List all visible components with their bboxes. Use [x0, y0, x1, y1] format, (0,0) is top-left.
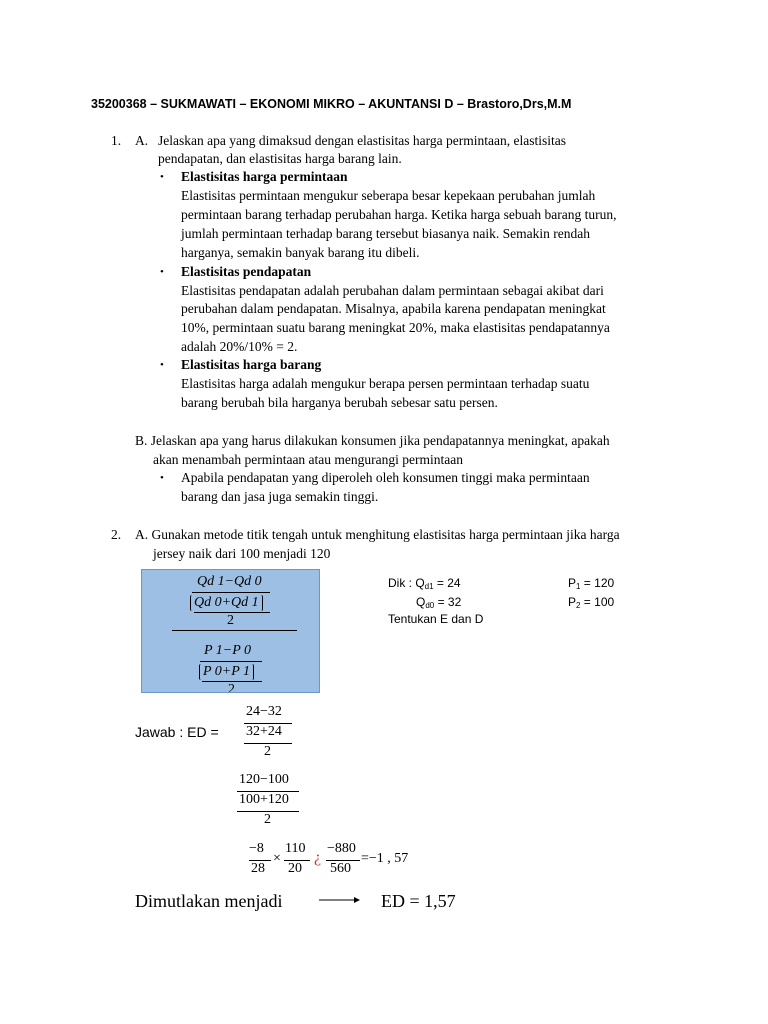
- frac3b-top: 110: [285, 841, 306, 856]
- q1-b-line1: B. Jelaskan apa yang harus dilakukan konsumen jika pendapatannya meningkat, apakah: [135, 433, 610, 448]
- bullet-icon: •: [160, 171, 164, 183]
- arrow-right-icon: [318, 894, 362, 906]
- formula-num-bot-top: Qd 0+Qd 1: [190, 595, 263, 611]
- dik-p1: $P_1 = 120$: [568, 576, 615, 591]
- formula-den-top: P 1−P 0: [204, 643, 252, 658]
- bullet2-line: adalah 20%/10% = 2.: [181, 339, 298, 354]
- result-value: =−1 , 57: [361, 851, 409, 866]
- times-sign: ×: [273, 851, 281, 866]
- error-glyph: ¿: [314, 849, 322, 866]
- q1-b-answer-line: Apabila pendapatan yang diperoleh oleh konsumen tinggi maka permintaan: [181, 470, 590, 485]
- bullet1-line: Elastisitas permintaan mengukur seberapa besar kepekaan perubahan jumlah: [181, 188, 596, 203]
- final-answer: ED = 1,57: [381, 891, 456, 911]
- frac2-bot: 2: [264, 812, 271, 827]
- frac1-mid: 32+24: [246, 724, 282, 739]
- dik-p2: $P_2 = 100$: [568, 595, 615, 610]
- frac3b-bot: 20: [288, 861, 302, 876]
- jawab-label: Jawab : ED =: [135, 724, 219, 740]
- document-header: 35200368 – SUKMAWATI – EKONOMI MIKRO – AKUNTANSI D – Brastoro,Drs,M.M: [91, 97, 572, 111]
- bullet3-line: barang berubah bila harganya berubah sebesar satu persen.: [181, 395, 498, 410]
- dik-qd1: Dik : $Q_{d1} = 24$: [388, 576, 461, 591]
- bullet1-line: jumlah permintaan terhadap barang tersebut biasanya naik. Semakin rendah: [181, 226, 590, 241]
- formula-line: [200, 661, 262, 662]
- q2-line2: jersey naik dari 100 menjadi 120: [153, 546, 331, 561]
- bullet-icon: •: [160, 359, 164, 371]
- q1-a-line1: Jelaskan apa yang dimaksud dengan elastisitas harga permintaan, elastisitas: [158, 133, 567, 148]
- bullet1-line: permintaan barang terhadap perubahan harga. Ketika harga sebuah barang turun,: [181, 207, 617, 222]
- frac2-mid: 100+120: [239, 792, 289, 807]
- q1-a-line2: pendapatan, dan elastisitas harga barang lain.: [158, 151, 402, 166]
- frac3a-bot: 28: [251, 861, 265, 876]
- q1-b-answer-line: barang dan jasa juga semakin tinggi.: [181, 489, 379, 504]
- formula-den-bot-top: P 0+P 1: [199, 664, 254, 680]
- bullet3-title: Elastisitas harga barang: [181, 357, 322, 372]
- formula-num-bot-bot: 2: [227, 613, 234, 628]
- bullet1-line: harganya, semakin banyak barang itu dibeli.: [181, 245, 420, 260]
- dimutlakan-text: Dimutlakan menjadi: [135, 891, 283, 911]
- bullet2-line: 10%, permintaan suatu barang meningkat 20%, maka elastisitas pendapatannya: [181, 320, 610, 335]
- frac3a-top: −8: [249, 841, 264, 856]
- bullet2-line: Elastisitas pendapatan adalah perubahan dalam permintaan sebagai akibat dari: [181, 283, 604, 298]
- frac2-top: 120−100: [239, 772, 289, 787]
- formula-num-top: Qd 1−Qd 0: [197, 574, 262, 589]
- q2-number: 2.: [111, 527, 122, 542]
- bullet3-line: Elastisitas harga adalah mengukur berapa persen permintaan terhadap suatu: [181, 376, 590, 391]
- q1-b-line2: akan menambah permintaan atau mengurangi permintaan: [153, 452, 463, 467]
- bullet-icon: •: [160, 266, 164, 278]
- formula-main-line: [172, 630, 297, 631]
- q1-number: 1.: [111, 133, 122, 148]
- frac1-bot: 2: [264, 744, 271, 759]
- frac3c-top: −880: [327, 841, 356, 856]
- formula-den-bot-bot: 2: [228, 682, 235, 693]
- bullet2-title: Elastisitas pendapatan: [181, 264, 312, 279]
- bullet2-line: perubahan dalam pendapatan. Misalnya, apabila karena pendapatan meningkat: [181, 301, 606, 316]
- q1-a-label: A.: [135, 133, 149, 148]
- bullet1-title: Elastisitas harga permintaan: [181, 169, 348, 184]
- q2-line1: A. Gunakan metode titik tengah untuk menghitung elastisitas harga permintaan jika harga: [135, 527, 620, 542]
- frac1-top: 24−32: [246, 704, 282, 719]
- bullet-icon: •: [160, 472, 164, 484]
- midpoint-formula-box: [141, 569, 320, 693]
- formula-line: [192, 592, 270, 593]
- frac3c-bot: 560: [330, 861, 351, 876]
- tentukan-text: Tentukan E dan D: [388, 612, 484, 626]
- dik-qd0: $Q_{d0} = 32$: [416, 595, 462, 610]
